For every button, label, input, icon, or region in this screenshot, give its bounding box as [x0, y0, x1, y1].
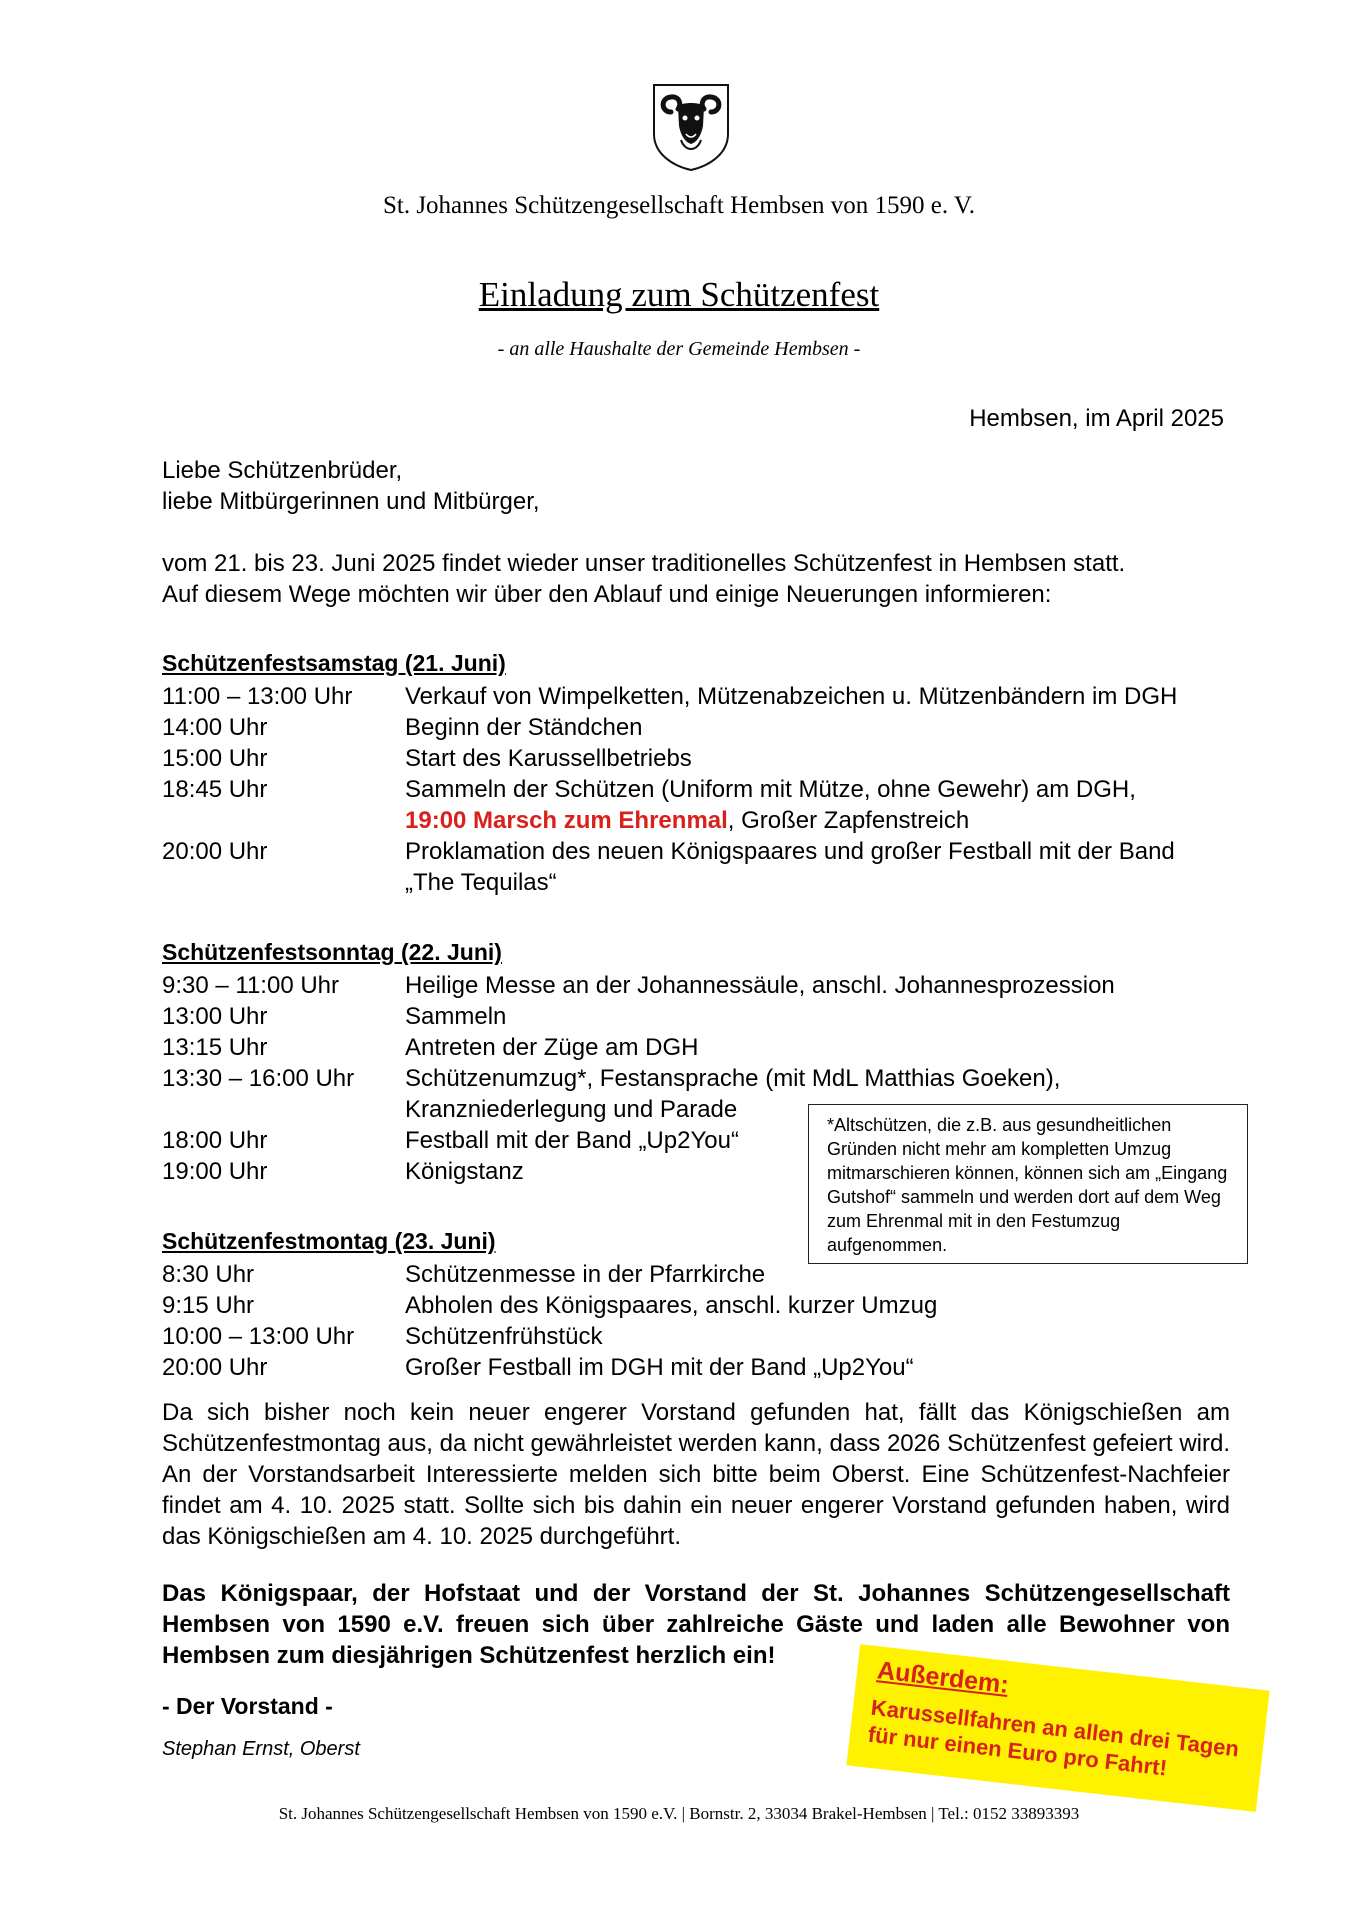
schedule-description: Abholen des Königspaares, anschl. kurzer Umzug: [405, 1292, 938, 1319]
schedule-description: Proklamation des neuen Königspaares und großer Festball mit der Band: [405, 838, 1175, 865]
schedule-description: Festball mit der Band „Up2You“: [405, 1127, 739, 1154]
page-title: Einladung zum Schützenfest: [478, 275, 880, 314]
closing-paragraph: Das Königspaar, der Hofstaat und der Vorstand der St. Johannes Schützengesellschaft Hembsen von 1590 e.V. freuen sich über zahlreiche Gäste und laden alle Bewohner von Hembsen zum diesjährigen Schützenfest herzlich ein!: [162, 1580, 1230, 1669]
schedule-time: 13:15 Uhr: [162, 1034, 268, 1061]
schedule-row: [162, 1063, 1242, 1094]
page-subtitle: - an alle Haushalte der Gemeinde Hembsen -: [497, 338, 861, 360]
schedule-time: 9:15 Uhr: [162, 1292, 255, 1319]
schedule-row: [162, 1001, 1242, 1032]
schedule-time: 9:30 – 11:00 Uhr: [162, 972, 340, 999]
schedule-time: 18:00 Uhr: [162, 1127, 268, 1154]
signature: - Der Vorstand -: [162, 1693, 333, 1719]
schedule-time: 8:30 Uhr: [162, 1261, 255, 1288]
schedule-description-rest: , Großer Zapfenstreich: [727, 807, 970, 834]
schedule-time: 15:00 Uhr: [162, 745, 268, 772]
greeting-line-1: Liebe Schützenbrüder,: [162, 457, 403, 484]
sunday-heading: Schützenfestsonntag (22. Juni): [162, 939, 502, 965]
schedule-row: [162, 1321, 1242, 1352]
schedule-description: Beginn der Ständchen: [405, 714, 643, 741]
schedule-row: [162, 774, 1242, 805]
promo-sticker-title: Außerdem:: [875, 1656, 1011, 1700]
schedule-time: 19:00 Uhr: [162, 1158, 268, 1185]
schedule-description: Königstanz: [405, 1158, 524, 1185]
schedule-row: [162, 867, 1242, 898]
schedule-description: Sammeln: [405, 1003, 507, 1030]
schedule-row: [162, 805, 1242, 836]
intro-line-1: vom 21. bis 23. Juni 2025 findet wieder unser traditionelles Schützenfest in Hembsen statt.: [162, 550, 1126, 577]
schedule-row: [162, 1290, 1242, 1321]
intro-line-2: Auf diesem Wege möchten wir über den Ablauf und einige Neuerungen informieren:: [162, 581, 1052, 608]
schedule-row: [162, 681, 1242, 712]
schedule-time: 18:45 Uhr: [162, 776, 268, 803]
schedule-description: Schützenmesse in der Pfarrkirche: [405, 1261, 766, 1288]
schedule-description: [405, 805, 969, 836]
schedule-time: 13:00 Uhr: [162, 1003, 268, 1030]
schedule-description: Kranzniederlegung und Parade: [405, 1096, 738, 1123]
organization-name: St. Johannes Schützengesellschaft Hembsen von 1590 e. V.: [382, 192, 976, 219]
monday-heading: Schützenfestmontag (23. Juni): [162, 1228, 496, 1254]
schedule-time: 13:30 – 16:00 Uhr: [162, 1065, 355, 1092]
schedule-description: Schützenumzug*, Festansprache (mit MdL Matthias Goeken),: [405, 1065, 1061, 1092]
page-footer: St. Johannes Schützengesellschaft Hembsen von 1590 e.V. | Bornstr. 2, 33034 Brakel-Hembsen | Tel.: 0152 33893393: [278, 1804, 1080, 1823]
schedule-row: [162, 712, 1242, 743]
signer-name: Stephan Ernst, Oberst: [162, 1738, 360, 1760]
schedule-description: Start des Karussellbetriebs: [405, 745, 692, 772]
schedule-description: Großer Festball im DGH mit der Band „Up2You“: [405, 1354, 914, 1381]
schedule-row: [162, 1352, 1242, 1383]
schedule-description: Schützenfrühstück: [405, 1323, 603, 1350]
schedule-time: 20:00 Uhr: [162, 838, 268, 865]
schedule-description: Heilige Messe an der Johannessäule, anschl. Johannesprozession: [405, 972, 1115, 999]
schedule-description: „The Tequilas“: [405, 869, 557, 896]
dateline: Hembsen, im April 2025: [969, 405, 1224, 432]
schedule-time: 14:00 Uhr: [162, 714, 268, 741]
saturday-heading: Schützenfestsamstag (21. Juni): [162, 650, 506, 676]
greeting-line-2: liebe Mitbürgerinnen und Mitbürger,: [162, 488, 540, 515]
footnote-box: *Altschützen, die z.B. aus gesundheitlichen Gründen nicht mehr am kompletten Umzug mitmarschieren können, können sich am „Eingang Gutshof“ sammeln und werden dort auf dem Weg zum Ehrenmal mit in den Festumzug aufgenommen.: [808, 1104, 1248, 1264]
schedule-time: 20:00 Uhr: [162, 1354, 268, 1381]
schedule-description: Antreten der Züge am DGH: [405, 1034, 699, 1061]
schedule-row: [162, 1259, 1242, 1290]
schedule-row: [162, 836, 1242, 867]
schedule-row: [162, 970, 1242, 1001]
schedule-time: 10:00 – 13:00 Uhr: [162, 1323, 355, 1350]
schedule-row: [162, 1032, 1242, 1063]
notice-paragraph: Da sich bisher noch kein neuer engerer Vorstand gefunden hat, fällt das Königschießen am Schützenfestmontag aus, da nicht gewährleistet werden kann, dass 2026 Schützenfest gefeiert wird. An der Vorstandsarbeit Interessierte melden sich bitte beim Oberst. Eine Schützenfest-Nachfeier findet am 4. 10. 2025 statt. Sollte sich bis dahin ein neuer engerer Vorstand gefunden haben, wird das Königschießen am 4. 10. 2025 durchgeführt.: [162, 1399, 1230, 1550]
promo-sticker-text: Karussellfahren an allen drei Tagen für nur einen Euro pro Fahrt!: [866, 1694, 1241, 1781]
schedule-description: Verkauf von Wimpelketten, Mützenabzeichen u. Mützenbändern im DGH: [405, 683, 1178, 710]
schedule-time: 11:00 – 13:00 Uhr: [162, 683, 353, 710]
ram-head-crest-icon: [651, 82, 731, 172]
schedule-description: Sammeln der Schützen (Uniform mit Mütze, ohne Gewehr) am DGH,: [405, 776, 1136, 803]
schedule-row: [162, 743, 1242, 774]
march-highlight: 19:00 Marsch zum Ehrenmal: [405, 807, 728, 834]
